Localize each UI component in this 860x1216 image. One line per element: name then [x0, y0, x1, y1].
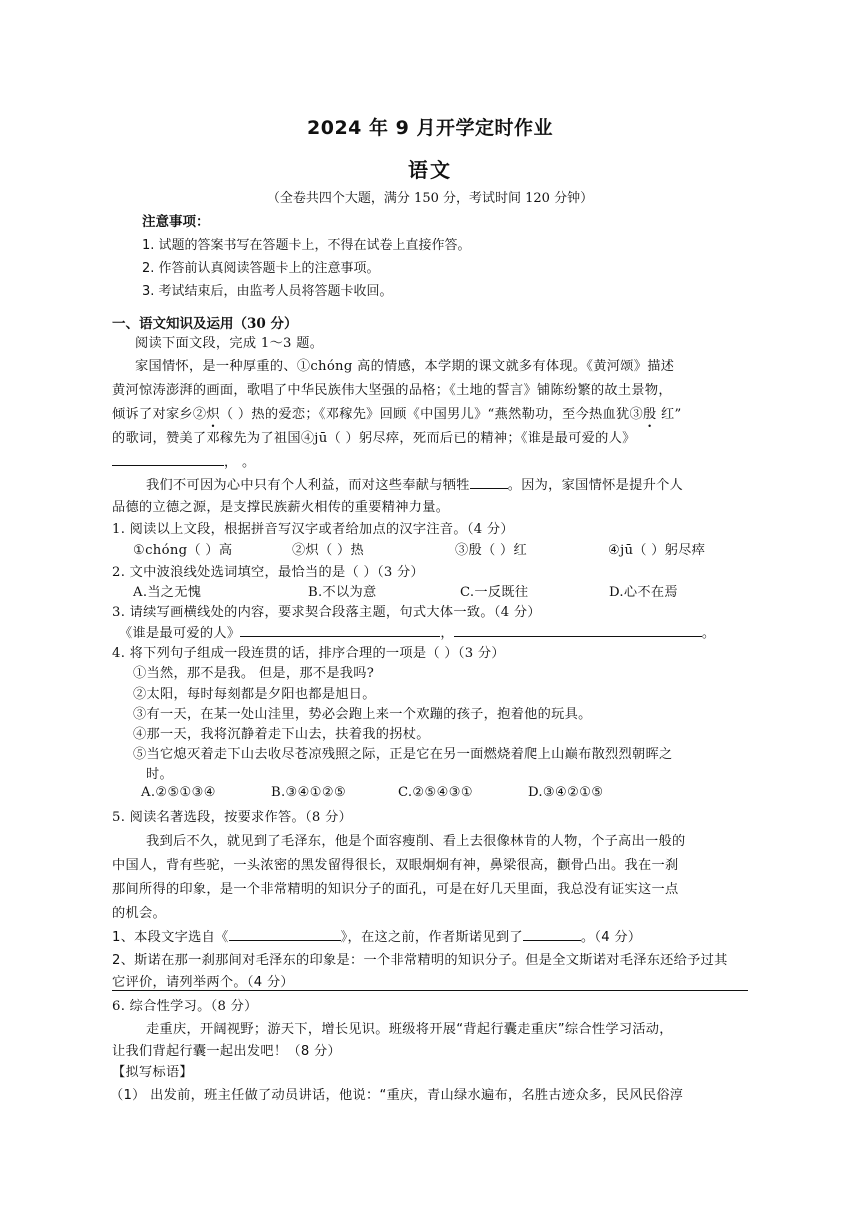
dotted-char: 殷 [642, 407, 657, 422]
passage-line: 家国情怀，是一种厚重的、①chóng 高的情感，本学期的课文就多有体现。《黄河颂》描述 [135, 359, 675, 374]
wavy-blank[interactable] [470, 476, 508, 489]
q6-line: （1） 出发前，班主任做了动员讲话，他说：“重庆，青山绿水遍布，名胜古迹众多，民风民俗淳 [110, 1088, 684, 1103]
excerpt-line: 我到后不久，就见到了毛泽东，他是个面容瘦削、看上去很像林肯的人物，个子高出一般的 [146, 834, 686, 849]
question-stem: 1. 阅读以上文段，根据拼音写汉字或者给加点的汉字注音。（4 分） [112, 522, 514, 537]
subject-title: 语文 [408, 158, 452, 182]
answer-rule [112, 990, 748, 991]
sentence: ①当然，那不是我。 但是，那不是我吗? [133, 666, 375, 681]
q6-line: 让我们背起行囊一起出发吧！（8 分） [112, 1044, 341, 1059]
question-stem: 4. 将下列句子组成一段连贯的话，排序合理的一项是（ ）（3 分） [112, 646, 505, 661]
section-intro: 阅读下面文段，完成 1～3 题。 [135, 336, 324, 351]
excerpt-line: 的机会。 [112, 906, 166, 921]
option: C.一反既往 [460, 585, 529, 600]
sentence: ④那一天，我将沉静着走下山去，扶着我的拐杖。 [133, 727, 430, 742]
question-stem: 5. 阅读名著选段，按要求作答。（8 分） [112, 810, 353, 825]
q1-item: ④jū（ ）躬尽瘁 [608, 543, 706, 558]
q3-answer-line: 《谁是最可爱的人》 ， 。 [119, 626, 716, 641]
exam-note: （全卷共四个大题，满分 150 分，考试时间 120 分钟） [266, 191, 594, 206]
answer-blank[interactable] [112, 453, 224, 466]
sub-question: 1、本段文字选自《 》，在这之前，作者斯诺见到了 。（4 分） [112, 930, 642, 945]
dotted-char: 炽 [206, 407, 220, 422]
notice-item: 2. 作答前认真阅读答题卡上的注意事项。 [142, 261, 380, 276]
section-heading: 一、语文知识及运用（30 分） [112, 316, 298, 332]
answer-blank[interactable] [454, 624, 702, 637]
answer-blank[interactable] [523, 928, 581, 941]
question-stem: 2. 文中波浪线处选词填空，最恰当的是（ ）（3 分） [112, 565, 424, 580]
option: B.③④①②⑤ [271, 785, 347, 800]
passage-line: 黄河惊涛澎湃的画面，歌唱了中华民族伟大坚强的品格；《土地的誓言》铺陈纷繁的故土景物， [112, 383, 672, 398]
option: A.当之无愧 [133, 585, 202, 600]
notice-heading: 注意事项： [142, 214, 210, 230]
sub-question: 它评价，请列举两个。（4 分） [112, 975, 294, 990]
option: C.②⑤④③① [398, 785, 474, 800]
option: B.不以为意 [308, 585, 377, 600]
option: D.心不在焉 [609, 585, 678, 600]
notice-item: 1. 试题的答案书写在答题卡上，不得在试卷上直接作答。 [142, 238, 471, 253]
sentence: 时。 [146, 767, 173, 782]
excerpt-line: 那间所得的印象，是一个非常精明的知识分子的面孔，可是在好几天里面，我总没有证实这一点 [112, 882, 679, 897]
question-stem: 6. 综合性学习。（8 分） [112, 999, 258, 1014]
sentence: ②太阳，每时每刻都是夕阳也都是旭日。 [133, 687, 376, 702]
question-stem: 3. 请续写画横线处的内容，要求契合段落主题，句式大体一致。（4 分） [112, 605, 541, 620]
q1-item: ①chóng（ ）高 [133, 543, 233, 558]
excerpt-line: 中国人，背有些驼，一头浓密的黑发留得很长，双眼炯炯有神，鼻梁很高，颧骨凸出。我在一刹 [112, 858, 679, 873]
passage-line: 我们不可因为心中只有个人利益，而对这些奉献与牺牲 。因为，家国情怀是提升个人 [146, 478, 684, 493]
sentence: ⑤当它熄灭着走下山去收尽苍凉残照之际，正是它在另一面燃烧着爬上山巅布散烈烈朝晖之 [133, 747, 673, 762]
option: A.②⑤①③④ [141, 785, 216, 800]
sub-question: 2、斯诺在那一刹那间对毛泽东的印象是：一个非常精明的知识分子。但是全文斯诺对毛泽东还给予过其 [112, 953, 728, 968]
passage-line: ， 。 [112, 451, 255, 470]
sentence: ③有一天，在某一处山洼里，势必会跑上来一个欢蹦的孩子，抱着他的玩具。 [133, 707, 592, 722]
answer-blank[interactable] [229, 928, 341, 941]
notice-item: 3. 考试结束后，由监考人员将答题卡收回。 [142, 284, 393, 299]
passage-line: 品德的立德之源，是支撑民族薪火相传的重要精神力量。 [112, 500, 450, 515]
passage-line: 的歌词，赞美了邓稼先为了祖国④jū（ ）躬尽瘁，死而后已的精神；《谁是最可爱的人》 [112, 431, 636, 446]
exam-title: 2024 年 9 月开学定时作业 [307, 117, 553, 139]
q6-tag: 【拟写标语】 [112, 1065, 193, 1080]
option: D.③④②①⑤ [528, 785, 604, 800]
q1-item: ②炽（ ）热 [292, 543, 364, 558]
q6-line: 走重庆，开阔视野；游天下，增长见识。班级将开展“背起行囊走重庆”综合性学习活动， [146, 1022, 673, 1037]
q1-item: ③殷（ ）红 [455, 543, 527, 558]
answer-blank[interactable] [240, 624, 440, 637]
passage-line: 倾诉了对家乡②炽（ ）热的爱恋；《邓稼先》回顾《中国男儿》“燕然勒功，至今热血犹③殷 红” [112, 407, 682, 422]
